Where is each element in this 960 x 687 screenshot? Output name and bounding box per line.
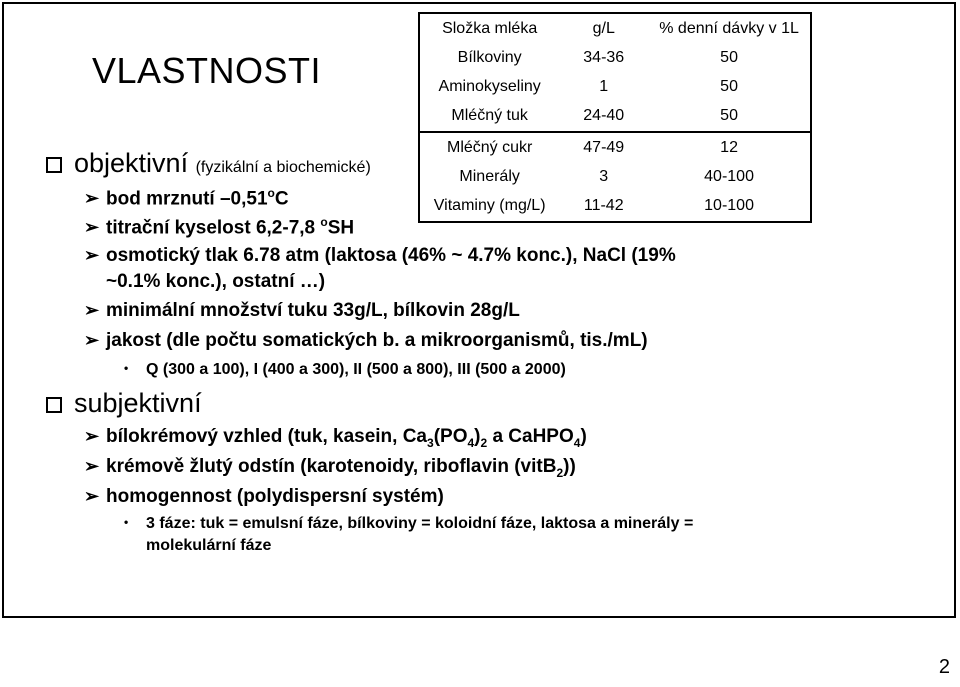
table-row bbox=[419, 162, 811, 191]
milk-composition-table bbox=[418, 12, 812, 223]
sub-list-item: • Q (300 a 100), I (400 a 300), II (500 a 800), III (500 a 2000) bbox=[124, 361, 566, 378]
table-cell: 10-100 bbox=[704, 197, 754, 215]
objective-heading: objektivní bbox=[74, 148, 189, 178]
table-cell: 1 bbox=[599, 78, 609, 96]
subjective-heading: subjektivní bbox=[74, 388, 202, 418]
table-cell: 11-42 bbox=[583, 197, 624, 215]
table-cell: Minerály bbox=[459, 167, 520, 185]
checkbox-square-icon bbox=[46, 157, 62, 173]
list-item-continuation: ~0.1% konc.), ostatní …) bbox=[106, 271, 326, 292]
list-item: ➢ titrační kyselost 6,2-7,8 $^o$SH bbox=[84, 215, 355, 239]
table-row bbox=[419, 102, 811, 132]
table-cell: Bílkoviny bbox=[457, 48, 522, 66]
arrow-bullet-icon: ➢ bbox=[84, 245, 100, 265]
objective-heading-line bbox=[46, 148, 371, 179]
checkbox-square-icon bbox=[46, 397, 62, 413]
table-cell: 50 bbox=[720, 78, 738, 96]
arrow-bullet-icon: ➢ bbox=[84, 330, 100, 350]
dot-bullet-icon: • bbox=[124, 515, 129, 529]
table-cell: 50 bbox=[720, 48, 738, 66]
table-row bbox=[419, 73, 811, 102]
table-cell: 50 bbox=[720, 107, 738, 125]
table-header-cell: Složka mléka bbox=[442, 19, 538, 37]
table-cell: Mléčný tuk bbox=[451, 107, 528, 125]
arrow-bullet-icon: ➢ bbox=[84, 217, 100, 238]
table-row bbox=[419, 192, 811, 222]
slide-title: VLASTNOSTI bbox=[92, 50, 322, 91]
list-item: ➢ osmotický tlak 6.78 atm (laktosa (46% ~ 4.7% konc.), NaCl (19% bbox=[84, 245, 676, 266]
table-cell: Aminokyseliny bbox=[438, 78, 541, 96]
page-number: 2 bbox=[938, 656, 950, 678]
table-cell: 12 bbox=[648, 132, 811, 162]
table-cell: Mléčný cukr bbox=[419, 132, 559, 162]
list-item: ➢ homogennost (polydispersní systém) bbox=[84, 486, 444, 507]
table-cell: Vitaminy (mg/L) bbox=[433, 197, 546, 215]
list-item: ➢ bílokrémový vzhled (tuk, kasein, $Ca_3(PO_4)_2$ a CaHPO$_4$) bbox=[84, 426, 587, 450]
arrow-bullet-icon: ➢ bbox=[84, 456, 100, 476]
table-cell: 3 bbox=[599, 167, 609, 185]
table-header-cell: % denní dávky v 1L bbox=[659, 19, 799, 37]
table-cell: 47-49 bbox=[559, 132, 648, 162]
table-header-row bbox=[419, 13, 811, 43]
list-item: ➢ jakost (dle počtu somatických b. a mikroorganismů, tis./mL) bbox=[84, 330, 648, 351]
subjective-heading-line bbox=[46, 388, 202, 419]
list-item: ➢ bod mrznutí –0,51$^o$C bbox=[84, 186, 289, 210]
table-cell: 24-40 bbox=[583, 107, 625, 125]
list-item: ➢ minimální množství tuku 33g/L, bílkovin 28g/L bbox=[84, 300, 520, 321]
arrow-bullet-icon: ➢ bbox=[84, 188, 100, 209]
list-item: ➢ krémově žlutý odstín (karotenoidy, riboflavin (vitB$_2$)) bbox=[84, 456, 576, 480]
table-cell: 34-36 bbox=[583, 48, 625, 66]
table-cell: 40-100 bbox=[704, 167, 754, 185]
arrow-bullet-icon: ➢ bbox=[84, 300, 100, 320]
sub-list-item: • 3 fáze: tuk = emulsní fáze, bílkoviny = koloidní fáze, laktosa a minerály = bbox=[124, 515, 694, 532]
table-row bbox=[419, 132, 811, 162]
table-row bbox=[419, 43, 811, 72]
sub-list-item-continuation: molekulární fáze bbox=[146, 537, 272, 554]
dot-bullet-icon: • bbox=[124, 361, 129, 375]
objective-note: (fyzikální a biochemické) bbox=[195, 159, 371, 176]
arrow-bullet-icon: ➢ bbox=[84, 426, 100, 446]
table-header-cell: g/L bbox=[592, 19, 615, 37]
arrow-bullet-icon: ➢ bbox=[84, 486, 100, 506]
